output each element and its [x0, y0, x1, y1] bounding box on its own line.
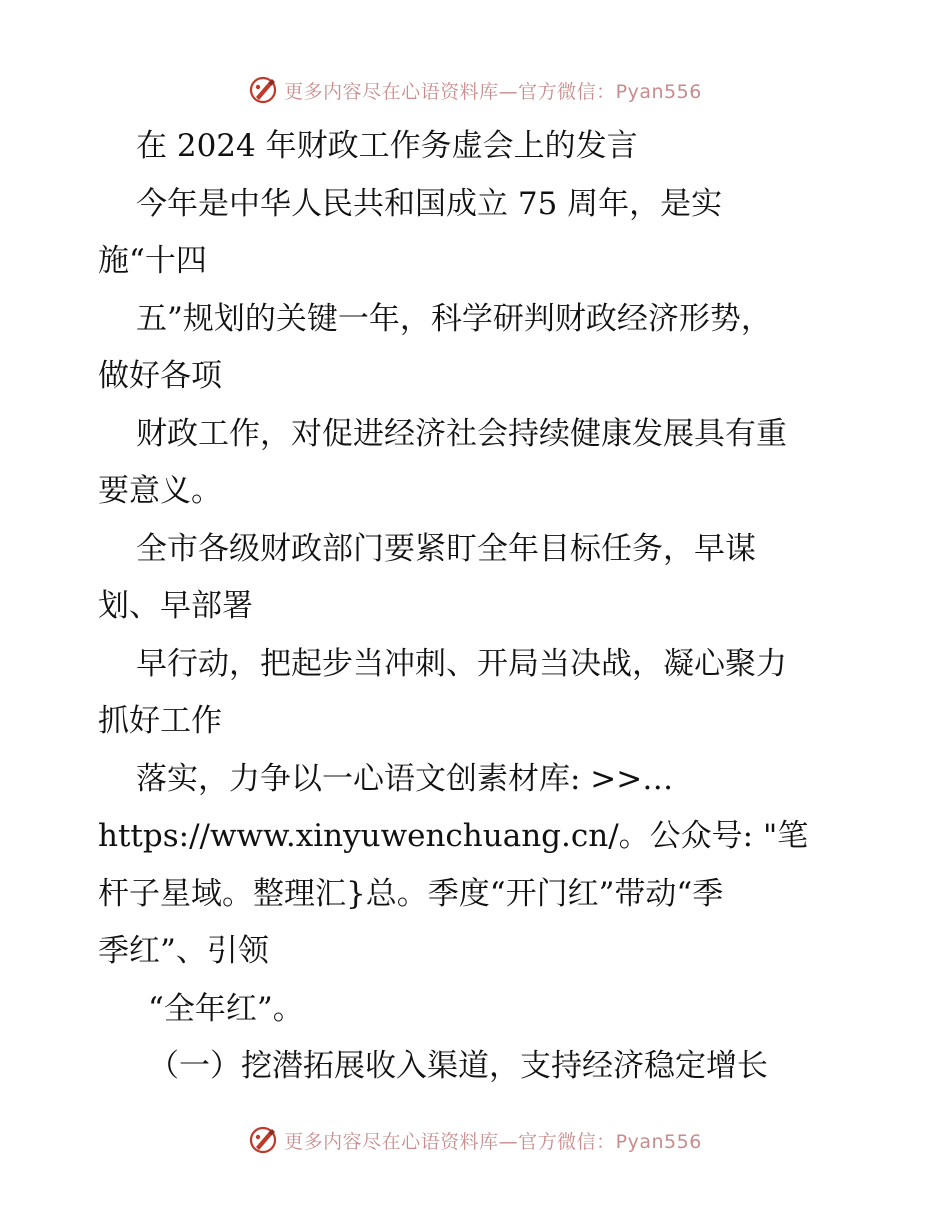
paragraph-line: 施“十四: [98, 243, 207, 279]
banner-text: 更多内容尽在心语资料库—官方微信：Pyan556: [284, 80, 702, 103]
paragraph-line: 划、早部署: [98, 588, 253, 624]
section-heading: （一）挖潜拓展收入渠道，支持经济稳定增长: [148, 1048, 768, 1084]
paragraph-line: 早行动，把起步当冲刺、开局当决战，凝心聚力: [136, 645, 787, 682]
paragraph-line: 五”规划的关键一年，科学研判财政经济形势，: [136, 300, 772, 337]
header-watermark-banner: [0, 70, 950, 110]
pen-seal-logo-icon: [248, 1125, 278, 1155]
document-body: [98, 118, 858, 1096]
paragraph-line: 抓好工作: [98, 703, 222, 739]
paragraph-line: 全市各级财政部门要紧盯全年目标任务，早谋: [136, 530, 756, 567]
paragraph-line: 财政工作，对促进经济社会持续健康发展具有重: [136, 415, 787, 452]
paragraph-line: https://www.xinyuwenchuang.cn/。公众号: "笔: [98, 818, 809, 854]
banner-text: 更多内容尽在心语资料库—官方微信：Pyan556: [284, 1130, 702, 1153]
pen-seal-logo-icon: [248, 75, 278, 105]
paragraph-line: 今年是中华人民共和国成立 75 周年，是实: [136, 185, 723, 222]
paragraph-line: 做好各项: [98, 358, 222, 394]
paragraph-line: 落实，力争以一心语文创素材库: >>…: [136, 760, 674, 797]
paragraph-line: “全年红”。: [148, 990, 304, 1027]
paragraph-line: 杆子星域。整理汇}总。季度“开门红”带动“季: [98, 875, 724, 912]
paragraph-line: 季红”、引领: [98, 933, 269, 969]
footer-watermark-banner: [0, 1120, 950, 1160]
paragraph-line: 要意义。: [98, 473, 222, 509]
document-title: 在 2024 年财政工作务虚会上的发言: [136, 128, 638, 164]
